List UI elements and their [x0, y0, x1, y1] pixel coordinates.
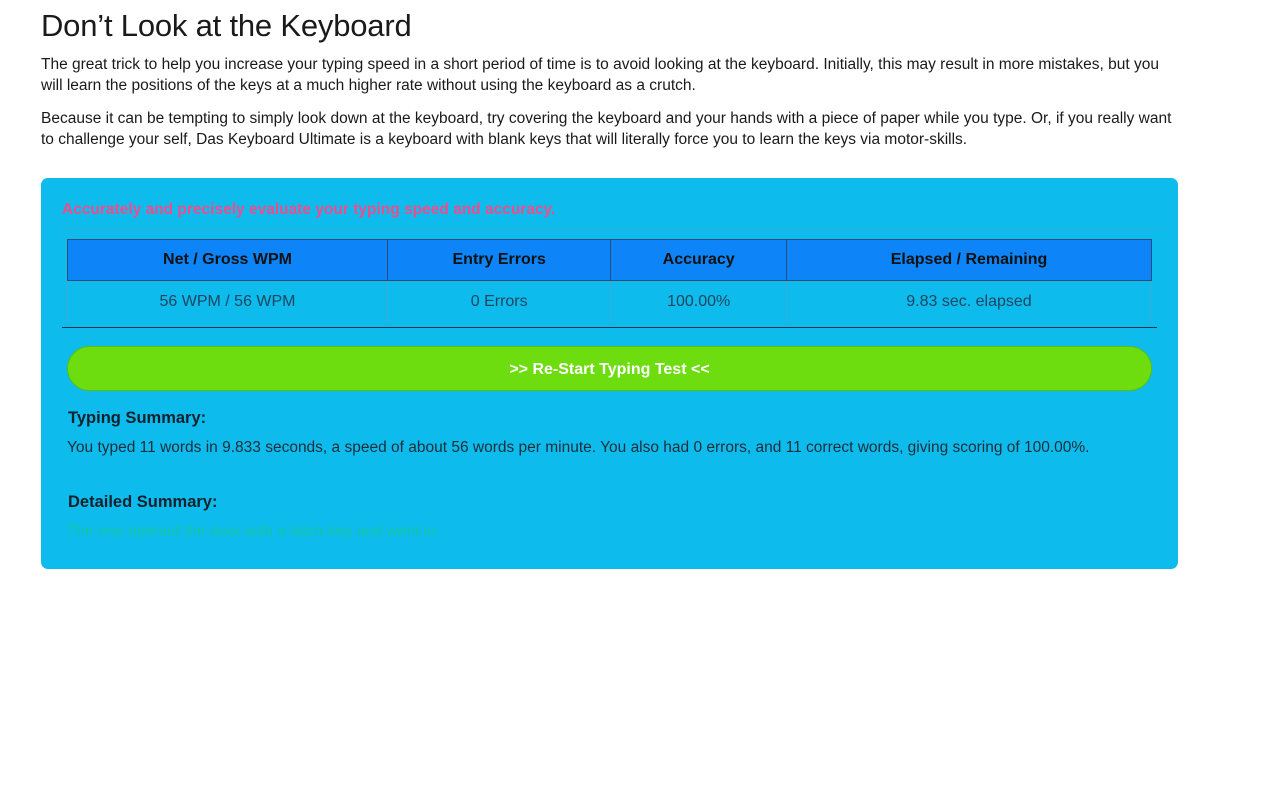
- typing-summary-heading: Typing Summary:: [68, 409, 207, 427]
- value-entry-errors: 0 Errors: [388, 281, 611, 324]
- article: [41, 8, 1178, 150]
- header-elapsed-remaining: Elapsed / Remaining: [787, 240, 1152, 281]
- detailed-summary-heading: Detailed Summary:: [68, 493, 218, 511]
- typing-test-panel: [41, 178, 1178, 569]
- value-accuracy: 100.00%: [611, 281, 787, 324]
- table-divider: [62, 327, 1157, 328]
- header-entry-errors: Entry Errors: [388, 240, 611, 281]
- stats-value-row: [68, 281, 1152, 324]
- typing-summary-text: You typed 11 words in 9.833 seconds, a speed of about 56 words per minute. You also had 0 errors, and 11 correct words, giving scoring of 100.00%.: [67, 439, 1090, 456]
- value-elapsed-remaining: 9.83 sec. elapsed: [787, 281, 1152, 324]
- stats-header-row: [68, 240, 1152, 281]
- article-paragraph-1: The great trick to help you increase your typing speed in a short period of time is to avoid looking at the keyboard. Initially, this may result in more mistakes, but you will learn the positions of the keys at a much higher rate without using the keyboard as a crutch.: [41, 56, 1159, 94]
- restart-typing-test-button[interactable]: >> Re-Start Typing Test <<: [67, 346, 1152, 391]
- value-net-gross-wpm: 56 WPM / 56 WPM: [68, 281, 388, 324]
- detailed-summary-text: The one opened the door with a latch-key and went in.: [67, 523, 441, 540]
- page-title: Don’t Look at the Keyboard: [41, 8, 412, 43]
- panel-tagline: Accurately and precisely evaluate your typing speed and accuracy.: [62, 201, 556, 218]
- header-net-gross-wpm: Net / Gross WPM: [68, 240, 388, 281]
- article-paragraph-2: Because it can be tempting to simply look down at the keyboard, try covering the keyboard and your hands with a piece of paper while you type. Or, if you really want to challenge your self, Das Keyboard Ultimate is a keyboard with blank keys that will literally force you to learn the keys via motor-skills.: [41, 110, 1172, 148]
- panel-header: [62, 200, 1162, 229]
- header-accuracy: Accuracy: [611, 240, 787, 281]
- stats-table: [67, 239, 1152, 323]
